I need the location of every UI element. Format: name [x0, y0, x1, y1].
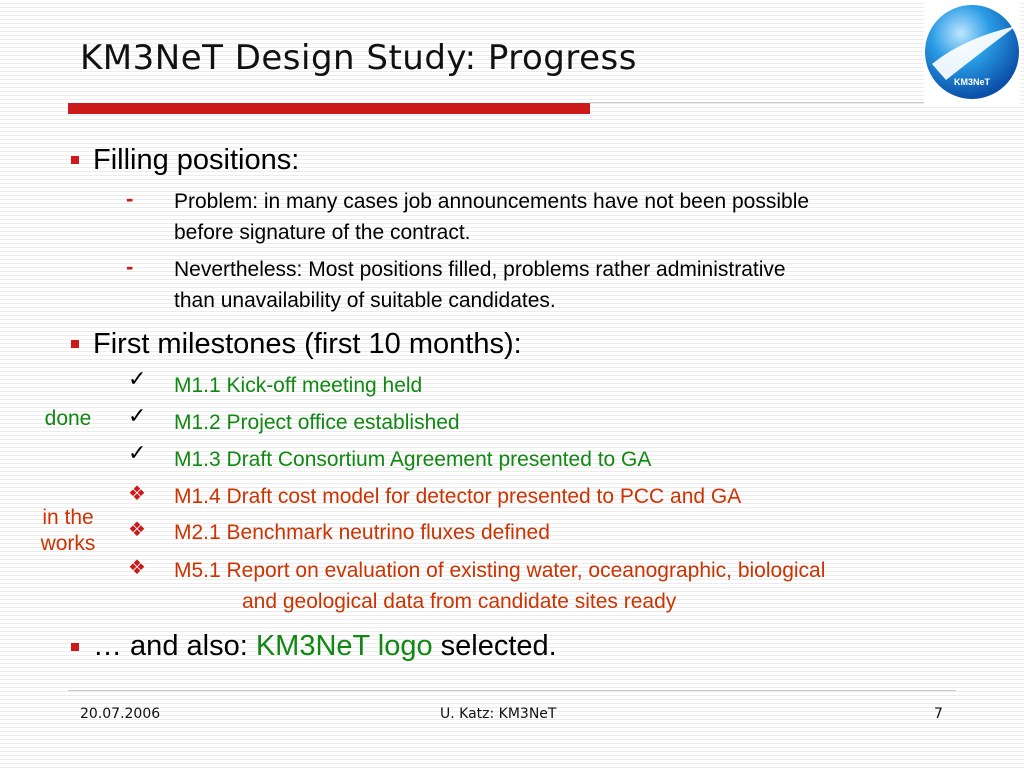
also-suffix: selected.	[432, 630, 557, 662]
also-prefix: … and also:	[93, 630, 256, 662]
milestone-works-1: M1.4 Draft cost model for detector presented to PCC and GA	[174, 485, 742, 508]
milestone-done-2: M1.2 Project office established	[174, 411, 460, 434]
filling-positions-heading: Filling positions:	[93, 144, 300, 176]
milestone-works-3-line2: and geological data from candidate sites ready	[242, 590, 677, 613]
dash-icon: -	[126, 186, 134, 211]
in-works-label-line1: in the	[42, 506, 94, 529]
milestone-done-1: M1.1 Kick-off meeting held	[174, 374, 423, 397]
dash-icon: -	[126, 254, 134, 279]
footer-page-number: 7	[934, 706, 943, 722]
filling-item-1-line1: Problem: in many cases job announcements have not been possible	[174, 190, 810, 213]
checkmark-icon: ✓	[128, 367, 147, 392]
logo-text: KM3NeT	[953, 77, 991, 87]
also-line	[93, 630, 557, 663]
footer-rule	[68, 690, 956, 691]
milestone-works-2: M2.1 Benchmark neutrino fluxes defined	[174, 521, 550, 544]
diamond-bullet-icon: ❖	[128, 481, 146, 505]
in-works-label-line2: works	[40, 532, 96, 555]
checkmark-icon: ✓	[128, 441, 147, 466]
filling-item-2-line2: than unavailability of suitable candidates.	[174, 289, 556, 312]
km3net-logo	[924, 2, 1020, 104]
diamond-bullet-icon: ❖	[128, 517, 146, 541]
title-rule	[590, 102, 924, 103]
milestones-heading: First milestones (first 10 months):	[93, 328, 522, 360]
bullet-square-icon	[71, 643, 79, 651]
bullet-square-icon	[71, 156, 79, 164]
also-highlight: KM3NeT logo	[255, 630, 433, 662]
checkmark-icon: ✓	[128, 404, 147, 429]
milestone-done-3: M1.3 Draft Consortium Agreement presented to GA	[174, 448, 652, 471]
footer-author: U. Katz: KM3NeT	[440, 706, 557, 722]
filling-item-1-line2: before signature of the contract.	[174, 221, 471, 244]
milestone-works-3-line1: M5.1 Report on evaluation of existing water, oceanographic, biological	[174, 559, 826, 582]
km3net-logo-icon	[924, 2, 1020, 104]
slide-title: KM3NeT Design Study: Progress	[80, 38, 637, 78]
diamond-bullet-icon: ❖	[128, 555, 146, 579]
footer-date: 20.07.2006	[80, 706, 161, 722]
filling-item-2-line1: Nevertheless: Most positions filled, problems rather administrative	[174, 258, 786, 281]
bullet-square-icon	[71, 340, 79, 348]
done-label: done	[44, 407, 92, 430]
title-underline	[68, 103, 590, 114]
